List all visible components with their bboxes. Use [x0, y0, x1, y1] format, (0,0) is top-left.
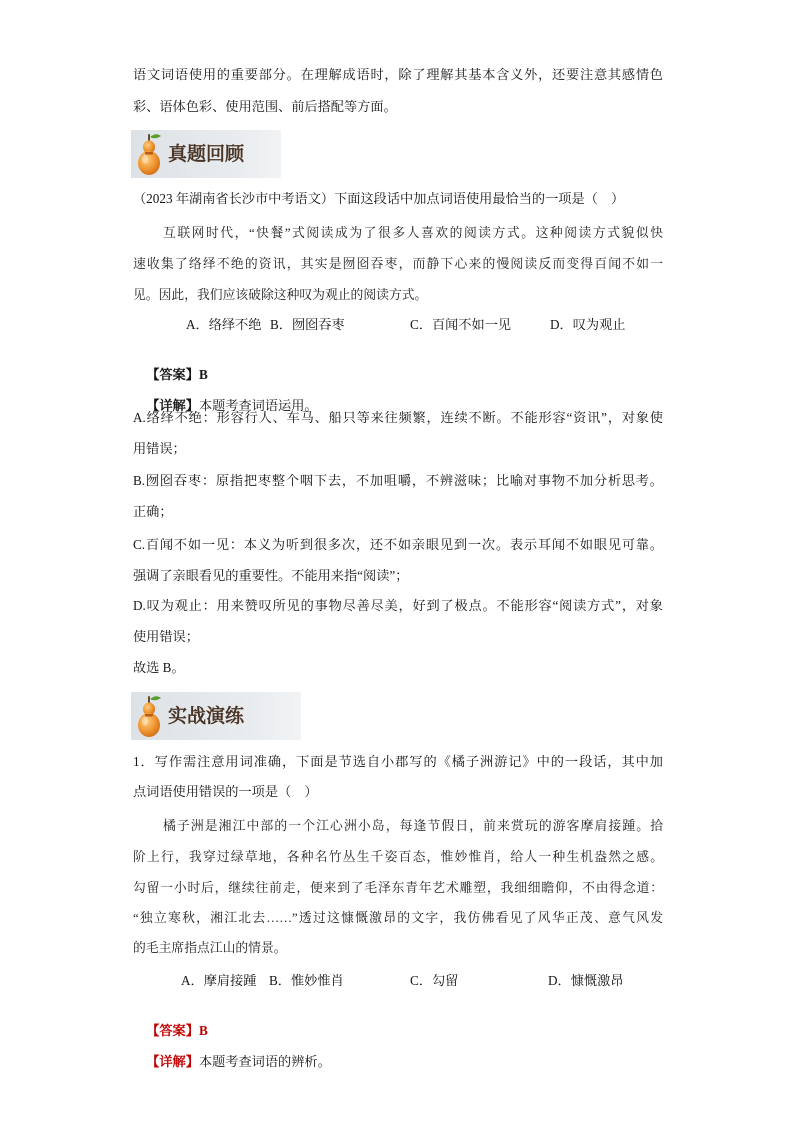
options-row [133, 971, 663, 991]
intro-line: 彩、语体色彩、使用范围、前后搭配等方面。 [133, 99, 397, 114]
answer-label: 【答案】 [146, 1023, 199, 1038]
detail-label: 【详解】 [146, 398, 199, 413]
explanation-line: B.囫囵吞枣：原指把枣整个咽下去，不加咀嚼，不辨滋味；比喻对事物不加分析思考。 [133, 473, 663, 488]
explanation-line: A.络绎不绝：形容行人、车马、船只等来往频繁，连续不断。不能形容“资讯”，对象使 [133, 410, 663, 425]
question-line: 1．写作需注意用词准确，下面是节选自小郡写的《橘子洲游记》中的一段话，其中加 [133, 754, 663, 769]
option-a: A．摩肩接踵 [181, 973, 257, 988]
option-d: D．慷慨激昂 [548, 973, 624, 988]
detail-text: 本题考查词语的辨析。 [198, 1054, 331, 1069]
detail-line [133, 376, 663, 413]
passage-line: 互联网时代，“快餐”式阅读成为了很多人喜欢的阅读方式。这种阅读方式貌似快 [163, 226, 663, 240]
passage-line: 速收集了络绎不绝的资讯，其实是囫囵吞枣，而静下心来的慢阅读反而变得百闻不如一 [133, 257, 663, 271]
detail-label: 【详解】 [146, 1054, 199, 1069]
explanation-line: 强调了亲眼看见的重要性。不能用来指“阅读”； [133, 568, 409, 583]
detail-text: 本题考查词语运用。 [198, 398, 318, 413]
option-d: D．叹为观止 [550, 317, 626, 332]
question-line: 点词语使用错误的一项是（ ） [133, 784, 318, 799]
option-b: B．惟妙惟肖 [269, 973, 344, 988]
section-header-practice [131, 692, 301, 740]
explanation-line: D.叹为观止：用来赞叹所见的事物尽善尽美，好到了极点。不能形容“阅读方式”，对象 [133, 598, 663, 613]
gourd-icon [134, 694, 164, 738]
section-header-review [131, 130, 281, 178]
intro-line: 语文词语使用的重要部分。在理解成语时，除了理解其基本含义外，还要注意其感情色 [133, 67, 663, 82]
option-a: A．络绎不绝 [186, 317, 262, 332]
explanation-line: C.百闻不如一见：本义为听到很多次，还不如亲眼见到一次。表示耳闻不如眼见可靠。 [133, 537, 663, 552]
explanation-line: 使用错误； [133, 629, 199, 644]
answer-value: B [198, 1023, 208, 1038]
gourd-icon [134, 132, 164, 176]
passage-line: “独立寒秋，湘江北去……”透过这慷慨激昂的文字，我仿佛看见了风华正茂、意气风发 [133, 911, 663, 925]
passage-line: 见。因此，我们应该破除这种叹为观止的阅读方式。 [133, 288, 428, 302]
answer-line [133, 345, 663, 382]
explanation-line: 正确； [133, 504, 173, 519]
explanation-line: 用错误； [133, 441, 186, 456]
options-row [133, 315, 663, 335]
answer-value: B [198, 367, 208, 382]
section-title: 真题回顾 [168, 143, 245, 165]
passage-line: 的毛主席指点江山的情景。 [133, 941, 287, 955]
passage-line: 勾留一小时后，继续往前走，便来到了毛泽东青年艺术雕塑，我细细瞻仰，不由得念道： [133, 881, 663, 895]
detail-line [133, 1032, 663, 1069]
passage-line: 阶上行，我穿过绿草地，各种名竹丛生千姿百态，惟妙惟肖，给人一种生机盎然之感。 [133, 850, 663, 864]
option-b: B．囫囵吞枣 [270, 317, 345, 332]
option-c: C．百闻不如一见 [410, 317, 512, 332]
passage-line: 橘子洲是湘江中部的一个江心洲小岛，每逢节假日，前来赏玩的游客摩肩接踵。拾 [163, 819, 663, 833]
section-title: 实战演练 [168, 705, 245, 727]
question-source-line: （2023 年湖南省长沙市中考语文）下面这段话中加点词语使用最恰当的一项是（ ） [133, 191, 625, 206]
answer-label: 【答案】 [146, 367, 199, 382]
answer-line [133, 1001, 663, 1038]
option-c: C．勾留 [410, 973, 459, 988]
conclusion-line: 故选 B。 [133, 660, 185, 675]
